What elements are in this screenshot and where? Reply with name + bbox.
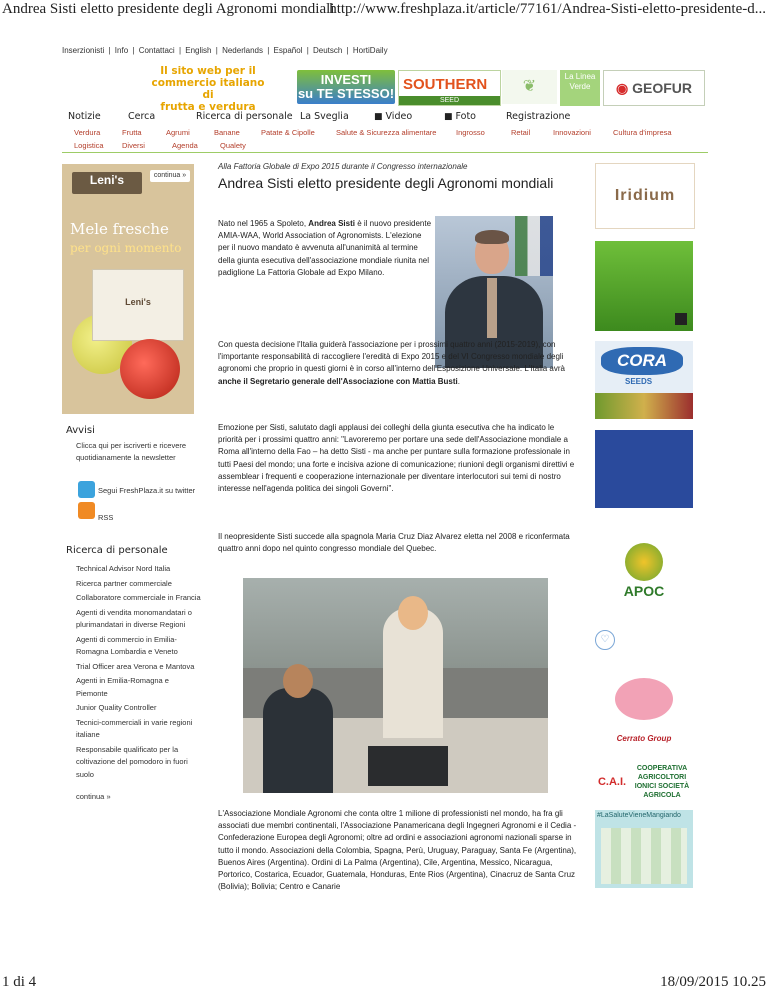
job-item[interactable]: Tecnici-commerciali in varie regioni italiane bbox=[76, 717, 193, 739]
lenis-headline: Mele fresche bbox=[70, 220, 169, 238]
corner-logo-icon bbox=[675, 313, 687, 325]
linea-verde-banner[interactable]: La Linea Verde bbox=[560, 70, 600, 106]
nav-notizie[interactable]: Notizie bbox=[68, 111, 101, 122]
job-item[interactable]: Agenti in Emilia-Romagna e Piemonte bbox=[76, 676, 169, 698]
article-paragraph-2: Con questa decisione l'Italia guiderà l'associazione per i prossimi quattro anni (2015-2019), con l'importante responsabilità di raccogliere l'eredità di Expo 2015 e del VI Congresso mondiale degli agronomi che proprio in questi giorni è in corso all'interno dell'Esposizione Universale. L'Italia avrà anche il Segretario generale dell'Associazione con Mattia Busti. bbox=[218, 340, 565, 386]
article-title: Andrea Sisti eletto presidente degli Agronomi mondiali bbox=[218, 175, 554, 191]
nav-ricerca-personale[interactable]: Ricerca di personale bbox=[196, 111, 293, 122]
southern-seed-banner[interactable]: SOUTHERN SEED bbox=[398, 70, 501, 106]
lenis-bag-image: Leni's bbox=[92, 269, 184, 341]
pig-icon bbox=[615, 678, 673, 720]
investi-banner[interactable]: INVESTI su TE STESSO! bbox=[297, 70, 395, 104]
leaf-logo-banner[interactable] bbox=[502, 70, 557, 104]
toplink-nederlands[interactable]: Nederlands bbox=[222, 46, 263, 55]
article-paragraph-4: Il neopresidente Sisti succede alla spagnola Maria Cruz Diaz Alvarez eletta nel 2008 e riconfermata quattro anni dopo nel quinto congresso mondiale del Quebec. bbox=[218, 532, 570, 554]
nav-registrazione[interactable]: Registrazione bbox=[506, 111, 571, 122]
toplink-deutsch[interactable]: Deutsch bbox=[313, 46, 343, 55]
subnav-innovazioni[interactable]: Innovazioni bbox=[553, 128, 591, 137]
job-item[interactable]: Ricerca partner commerciale bbox=[76, 578, 172, 588]
job-item[interactable]: Technical Advisor Nord Italia bbox=[76, 564, 171, 573]
article-paragraph-3: Emozione per Sisti, salutato dagli applausi dei colleghi della giunta esecutiva che ha indicato le priorità per i prossimi quattro anni: "Lavoreremo per portare una sede dell'Associazione mondiale a Roma all'interno della Fao – ha detto Sisti - ma anche per puntare sulla formazione professionale in tutti Paesi del mondo; una forte e incisiva azione di comunicazione; riunioni degli organismi direttivi e assemblear i frequenti e cooperazione internazionale per diventare interlocutori sui temi di nostro interesse nell'agenda politica dei singoli Governi". bbox=[218, 423, 575, 494]
job-item[interactable]: Trial Officer area Verona e Mantova bbox=[76, 661, 195, 671]
subnav-banane[interactable]: Banane bbox=[214, 128, 240, 137]
subnav-salute-sicurezza[interactable]: Salute & Sicurezza alimentare bbox=[336, 128, 437, 137]
video-camera-icon: ■ bbox=[374, 112, 383, 122]
nav-cerca[interactable]: Cerca bbox=[128, 111, 156, 122]
iridium-ad[interactable]: Iridium bbox=[595, 163, 695, 229]
rss-icon[interactable] bbox=[78, 502, 95, 519]
print-header-title: Andrea Sisti eletto presidente degli Agronomi mondiali bbox=[2, 1, 335, 17]
main-nav bbox=[68, 111, 708, 126]
toplink-contattaci[interactable]: Contattaci bbox=[138, 46, 175, 55]
twitter-icon[interactable] bbox=[78, 481, 95, 498]
job-item[interactable]: Agenti di vendita monomandatari o plurimandatari in diverse Regioni bbox=[76, 607, 192, 629]
jobs-more-link[interactable]: continua » bbox=[76, 792, 111, 801]
blue-ad[interactable] bbox=[595, 430, 693, 508]
nav-divider bbox=[62, 152, 708, 153]
job-item[interactable]: Agenti di commercio in Emilia-Romagna Lombardia e Veneto bbox=[76, 634, 178, 656]
job-item[interactable]: Junior Quality Controller bbox=[76, 703, 157, 712]
print-footer bbox=[0, 974, 768, 994]
twitter-link[interactable]: Segui FreshPlaza.it su twitter bbox=[98, 486, 196, 495]
job-item[interactable]: Responsabile qualificato per la coltivazione del pomodoro in fuori suolo bbox=[76, 744, 188, 779]
avvisi-heading: Avvisi bbox=[66, 425, 95, 436]
subnav-frutta[interactable]: Frutta bbox=[122, 128, 142, 137]
toplink-hortidaily[interactable]: HortiDaily bbox=[352, 46, 388, 55]
page-number: 1 di 4 bbox=[2, 974, 37, 990]
red-apple-image bbox=[120, 339, 180, 399]
subnav-agenda[interactable]: Agenda bbox=[172, 141, 198, 150]
lenis-logo: Leni's bbox=[72, 172, 142, 194]
subnav-verdura[interactable]: Verdura bbox=[74, 128, 101, 137]
top-links: Inserzionisti | Info | Contattaci | English | Nederlands | Español | Deutsch | HortiDaily bbox=[62, 46, 388, 55]
toplink-espanol[interactable]: Español bbox=[273, 46, 303, 55]
cai-ad[interactable]: C.A.I. COOPERATIVA AGRICOLTORI IONICI SOCIETÀ AGRICOLA bbox=[595, 762, 693, 802]
nav-foto[interactable]: ■ Foto bbox=[444, 111, 476, 122]
print-header bbox=[0, 0, 768, 22]
assembly-photo bbox=[243, 578, 548, 793]
article-paragraph-5: L'Associazione Mondiale Agronomi che conta oltre 1 milione di professionisti nel mondo, ha fra gli associati due membri continentali, l'Associazione Panamericana degli Ingegneri Agronomi e il Cedia - Confederazione Europea degli Agronomi; oltre ad ordini e associazioni agronomi nazionali sparse in tutto il mondo. Associazioni della Colombia, Spagna, Perù, Uruguay, Paraguay, Santa Fe (Argentina), Buenos Aires (Argentina). Ordini di La Palma (Argentina), Cile, Argentina, Messico, Nicaragua, Portorico, Costarica, Ecuador, Guatemala, Honduras, Ente Rios (Argentina), Cinacruz de Santa Cruz (Bolivia); Bolivia; Centro e Canarie bbox=[218, 809, 577, 892]
cora-seeds-ad[interactable]: CORA SEEDS bbox=[595, 341, 693, 419]
apoc-logo-icon bbox=[625, 543, 663, 581]
lenis-subheadline: per ogni momento bbox=[70, 241, 182, 255]
lenis-ad[interactable] bbox=[62, 164, 194, 414]
job-item[interactable]: Collaboratore commerciale in Francia bbox=[76, 593, 201, 602]
nav-la-sveglia[interactable]: La Sveglia bbox=[300, 111, 349, 122]
toplink-english[interactable]: English bbox=[185, 46, 212, 55]
subnav-diversi[interactable]: Diversi bbox=[122, 141, 145, 150]
lettuce-ad[interactable] bbox=[595, 241, 693, 331]
cerrato-ad[interactable]: Cerrato Group bbox=[595, 660, 693, 755]
article-kicker: Alla Fattoria Globale di Expo 2015 durante il Congresso internazionale bbox=[218, 162, 468, 171]
geofur-banner[interactable]: ◉ GEOFUR bbox=[603, 70, 705, 106]
lenis-continua-button[interactable]: continua » bbox=[150, 170, 190, 182]
heart-ad[interactable] bbox=[595, 630, 693, 650]
print-header-url: http://www.freshplaza.it/article/77161/Andrea-Sisti-eletto-presidente-d... bbox=[329, 1, 766, 17]
site-tagline-banner: Il sito web per il commercio italiano di frutta e verdura bbox=[151, 65, 265, 113]
geofur-logo-icon: ◉ bbox=[616, 80, 629, 96]
jobs-list bbox=[76, 563, 201, 806]
leaf-icon: ❦ bbox=[522, 78, 537, 95]
toplink-inserzionisti[interactable]: Inserzionisti bbox=[62, 46, 105, 55]
article-paragraph-1: Nato nel 1965 a Spoleto, Andrea Sisti è il nuovo presidente AMIA-WAA, World Association of Agronomists. L'elezione per il nuovo mandato è avvenuta all'unanimità al termine della giunta esecutiva dell'associazione mondiale riunita nel padiglione La Fattoria Globale ad Expo Milano. bbox=[218, 219, 432, 277]
photo-camera-icon: ■ bbox=[444, 112, 453, 122]
subnav-cultura-impresa[interactable]: Cultura d'impresa bbox=[613, 128, 672, 137]
apoc-ad[interactable]: APOC bbox=[595, 535, 693, 613]
toplink-info[interactable]: Info bbox=[114, 46, 129, 55]
jobs-heading: Ricerca di personale bbox=[66, 545, 168, 556]
print-date: 18/09/2015 10.25 bbox=[660, 974, 766, 990]
nav-video[interactable]: ■ Video bbox=[374, 111, 413, 122]
rss-link[interactable]: RSS bbox=[98, 513, 114, 522]
subnav-agrumi[interactable]: Agrumi bbox=[166, 128, 190, 137]
avvisi-text[interactable]: Clicca qui per iscriverti e ricevere quotidianamente la newsletter bbox=[76, 441, 187, 462]
subnav-retail[interactable]: Retail bbox=[511, 128, 531, 137]
subnav-logistica[interactable]: Logistica bbox=[74, 141, 104, 150]
subnav-ingrosso[interactable]: Ingrosso bbox=[456, 128, 485, 137]
subnav-patate-cipolle[interactable]: Patate & Cipolle bbox=[261, 128, 315, 137]
heart-icon: ♡ bbox=[595, 630, 615, 650]
salute-ad[interactable]: #LaSaluteVieneMangiando bbox=[595, 810, 693, 888]
subnav-qualety[interactable]: Qualety bbox=[220, 141, 246, 150]
